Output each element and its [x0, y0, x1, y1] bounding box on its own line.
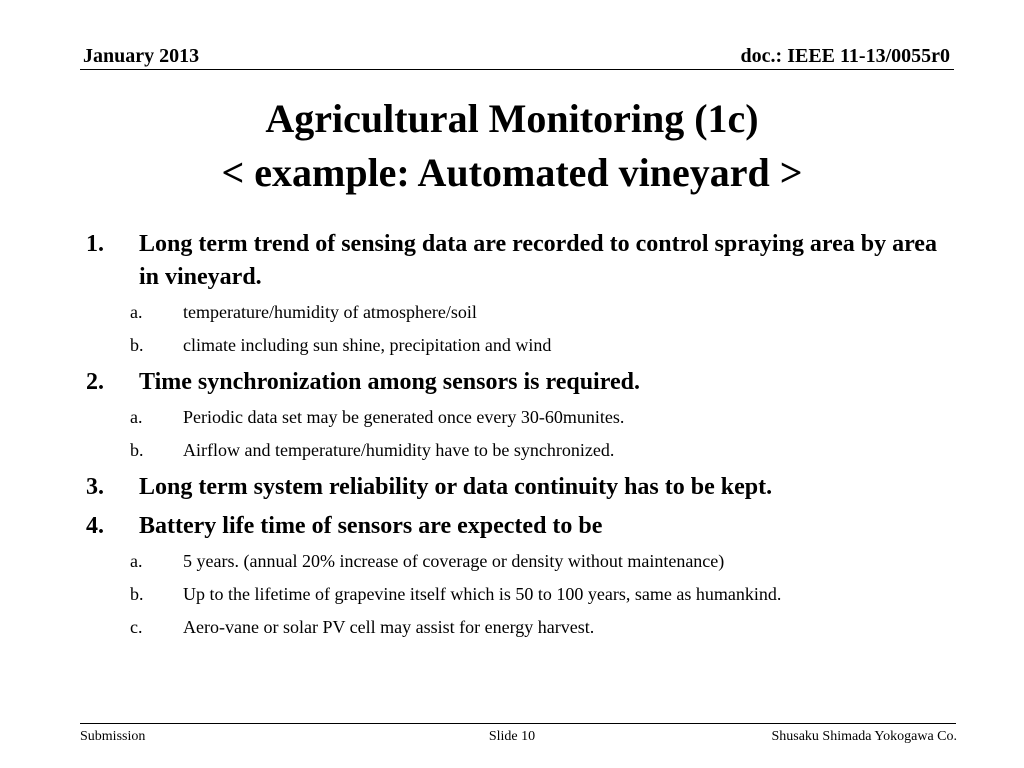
list-number: 2. — [86, 369, 104, 395]
sub-item-4c — [130, 615, 946, 639]
header-divider — [80, 69, 954, 70]
list-item-2 — [86, 366, 946, 399]
slide-title-line2: < example: Automated vineyard > — [221, 150, 803, 195]
sub-number: b. — [130, 335, 144, 355]
sub-text: 5 years. (annual 20% increase of coverage or density without maintenance) — [183, 551, 725, 571]
sub-number: b. — [130, 440, 144, 460]
list-text: Long term system reliability or data continuity has to be kept. — [139, 474, 773, 500]
sub-number: a. — [130, 551, 143, 571]
sub-text: climate including sun shine, precipitation and wind — [183, 335, 552, 355]
sub-number: a. — [130, 302, 143, 322]
slide-content — [86, 228, 946, 648]
sub-item-4b — [130, 582, 946, 606]
footer-divider — [80, 723, 956, 724]
footer-slide-number: Slide 10 — [488, 729, 536, 744]
header-date: January 2013 — [83, 45, 200, 67]
sub-number: a. — [130, 407, 143, 427]
sub-number: b. — [130, 584, 144, 604]
list-number: 1. — [86, 231, 104, 257]
sub-item-1b — [130, 333, 946, 357]
footer-submission: Submission — [80, 729, 146, 744]
sub-text: Periodic data set may be generated once every 30-60munites. — [183, 407, 625, 427]
footer-author: Shusaku Shimada Yokogawa Co. — [771, 729, 957, 744]
slide-title — [0, 92, 1024, 200]
sub-text: Aero-vane or solar PV cell may assist for energy harvest. — [183, 617, 595, 637]
list-text: Time synchronization among sensors is required. — [139, 369, 640, 395]
sub-item-4a — [130, 549, 946, 573]
sub-text: temperature/humidity of atmosphere/soil — [183, 302, 477, 322]
sub-number: c. — [130, 617, 143, 637]
sub-item-2b — [130, 438, 946, 462]
list-item-1 — [86, 228, 946, 294]
list-text: Long term trend of sensing data are recorded to control spraying area by area in vineyard. — [139, 231, 937, 290]
list-number: 4. — [86, 513, 104, 539]
sub-text: Up to the lifetime of grapevine itself which is 50 to 100 years, same as humankind. — [183, 584, 782, 604]
sub-item-2a — [130, 405, 946, 429]
list-number: 3. — [86, 474, 104, 500]
slide-title-line1: Agricultural Monitoring (1c) — [265, 96, 759, 141]
header-doc-id: doc.: IEEE 11-13/0055r0 — [740, 45, 950, 67]
sub-text: Airflow and temperature/humidity have to be synchronized. — [183, 440, 615, 460]
list-item-3 — [86, 471, 946, 504]
sub-item-1a — [130, 300, 946, 324]
list-item-4 — [86, 510, 946, 543]
list-text: Battery life time of sensors are expected to be — [139, 513, 603, 539]
